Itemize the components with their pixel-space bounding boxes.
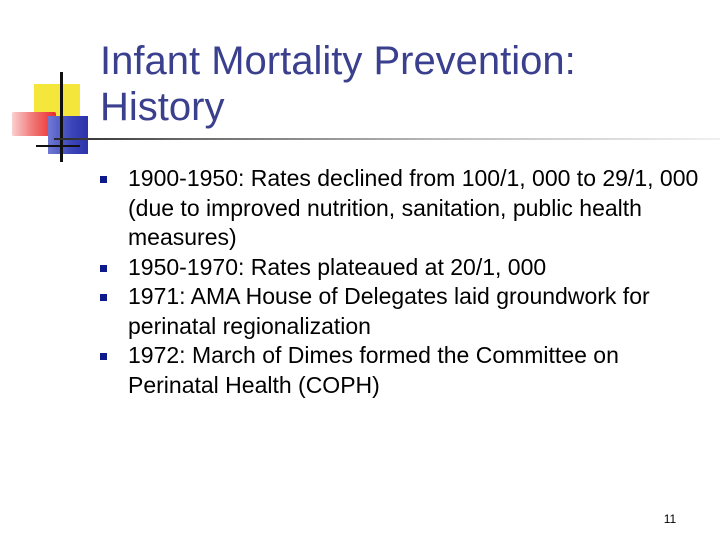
- title-underline-rule: [54, 138, 720, 140]
- bullet-text: 1900-1950: Rates declined from 100/1, 000 to 29/1, 000 (due to improved nutrition, sanitation, public health measures): [128, 165, 699, 250]
- slide-title: Infant Mortality Prevention: History: [100, 39, 576, 129]
- square-bullet-icon: [100, 294, 107, 301]
- bullet-item: [98, 164, 708, 253]
- square-bullet-icon: [100, 265, 107, 272]
- bullet-item: [98, 282, 708, 341]
- decorative-horizontal-line: [36, 145, 80, 147]
- bullet-list: [98, 164, 708, 400]
- square-bullet-icon: [100, 353, 107, 360]
- bullet-text: 1971: AMA House of Delegates laid groundwork for perinatal regionalization: [128, 283, 650, 339]
- bullet-text: 1972: March of Dimes formed the Committee on Perinatal Health (COPH): [128, 342, 619, 398]
- square-bullet-icon: [100, 176, 107, 183]
- decorative-blue-square: [48, 116, 88, 154]
- decorative-vertical-line: [60, 72, 63, 162]
- bullet-item: [98, 253, 708, 283]
- bullet-text: 1950-1970: Rates plateaued at 20/1, 000: [128, 253, 547, 280]
- page-number: 11: [663, 512, 677, 526]
- bullet-item: [98, 341, 708, 400]
